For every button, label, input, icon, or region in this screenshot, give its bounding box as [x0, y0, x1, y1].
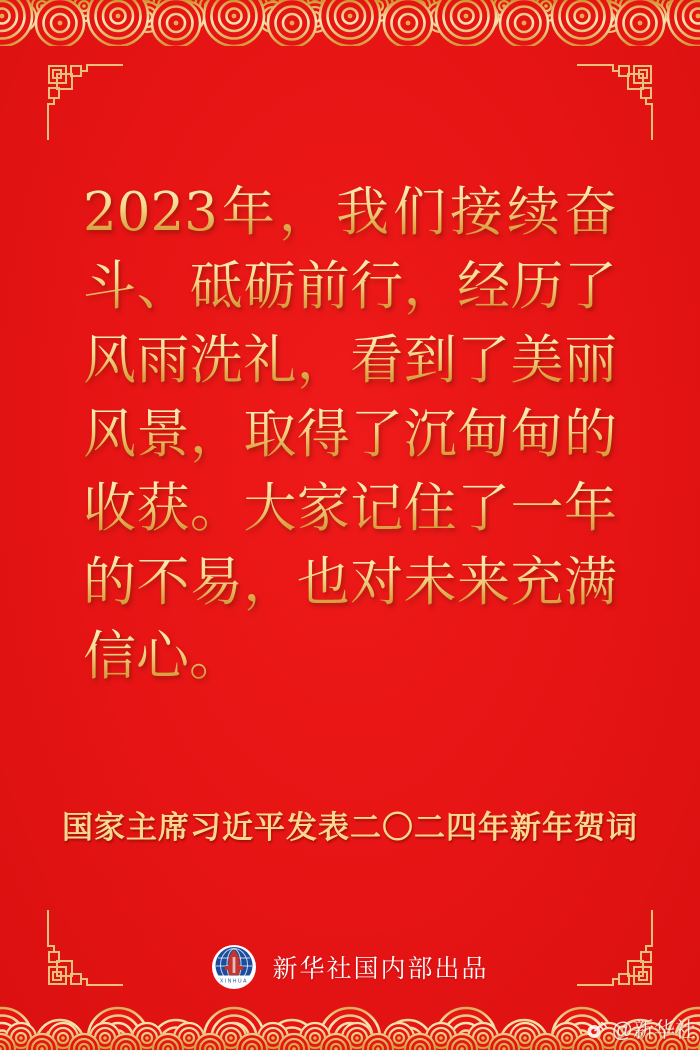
- quote-line-4: 风景，取得了沉甸甸的: [83, 398, 617, 472]
- publisher-row: [0, 944, 700, 990]
- quote-line-1: 2023年，我们接续奋: [83, 176, 617, 250]
- quote-line-7: 信心。: [83, 620, 617, 694]
- watermark: [585, 1014, 696, 1044]
- quote-line-3: 风雨洗礼，看到了美丽: [83, 324, 617, 398]
- new-year-quote: [83, 176, 617, 694]
- watermark-text: @新华社: [611, 1019, 696, 1042]
- weibo-icon: [585, 1018, 609, 1040]
- quote-line-2: 斗、砥砺前行，经历了: [83, 250, 617, 324]
- publisher-credit: 新华社国内部出品: [272, 955, 489, 983]
- xinhua-logo-icon: [211, 944, 257, 990]
- corner-fret-ornament-top-left: [45, 62, 125, 142]
- corner-fret-ornament-top-right: [575, 62, 655, 142]
- top-cloud-border: [0, 0, 700, 46]
- xinhua-logo-label: XINHUA: [220, 978, 249, 985]
- quote-line-6: 的不易，也对未来充满: [83, 546, 617, 620]
- caption-title: 国家主席习近平发表二〇二四年新年贺词: [62, 810, 638, 845]
- quote-line-5: 收获。大家记住了一年: [83, 472, 617, 546]
